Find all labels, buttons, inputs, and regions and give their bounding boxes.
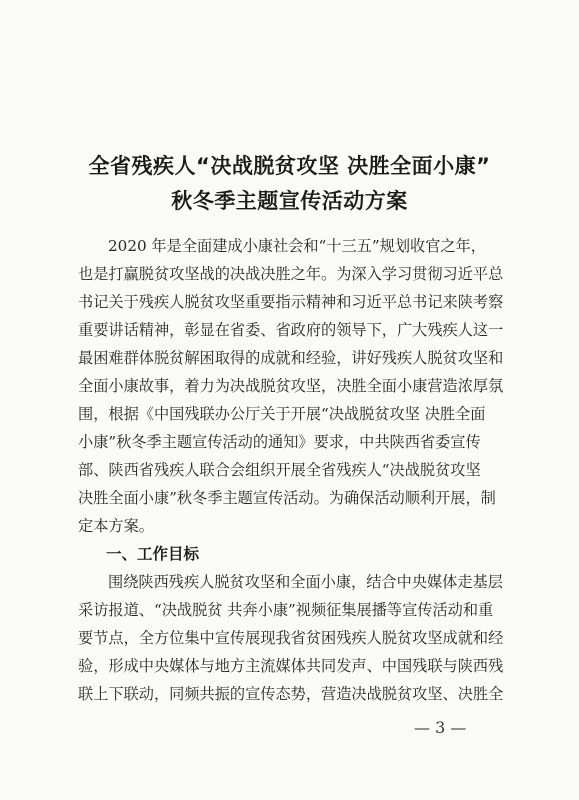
intro-line-3: 书记关于残疾人脱贫攻坚重要指示精神和习近平总书记来陕考察 xyxy=(78,293,504,311)
section-heading-work-goals: 一、工作目标 xyxy=(106,545,200,563)
intro-line-8: 小康”秋冬季主题宣传活动的通知》要求，中共陕西省委宣传 xyxy=(78,433,481,451)
intro-line-1: 2020 年是全面建成小康社会和“十三五”规划收官之年， xyxy=(108,237,486,255)
page-number: — 3 — xyxy=(414,718,467,737)
section-1-line-4: 验，形成中央媒体与地方主流媒体共同发声、中国残联与陕西残 xyxy=(78,657,504,675)
intro-line-4: 重要讲话精神，彰显在省委、省政府的领导下，广大残疾人这一 xyxy=(78,321,504,339)
section-1-line-2: 采访报道、“决战脱贫 共奔小康”视频征集展播等宣传活动和重 xyxy=(78,601,494,619)
document-title-line-1: 全省残疾人“决战脱贫攻坚 决胜全面小康” xyxy=(88,154,491,178)
intro-line-11: 定本方案。 xyxy=(78,517,154,535)
document-title-line-2: 秋冬季主题宣传活动方案 xyxy=(171,189,408,213)
intro-line-7: 围，根据《中国残联办公厅关于开展“决战脱贫攻坚 决胜全面 xyxy=(78,405,486,423)
intro-line-5: 最困难群体脱贫解困取得的成就和经验，讲好残疾人脱贫攻坚和 xyxy=(78,349,504,367)
intro-line-2: 也是打赢脱贫攻坚战的决战决胜之年。为深入学习贯彻习近平总 xyxy=(78,265,504,283)
intro-line-9: 部、陕西省残疾人联合会组织开展全省残疾人“决战脱贫攻坚 xyxy=(78,461,481,479)
section-1-line-1: 围绕陕西残疾人脱贫攻坚和全面小康，结合中央媒体走基层 xyxy=(108,573,503,591)
section-1-line-3: 要节点，全方位集中宣传展现我省贫困残疾人脱贫攻坚成就和经 xyxy=(78,629,504,647)
section-1-line-5: 联上下联动，同频共振的宣传态势，营造决战脱贫攻坚、决胜全 xyxy=(78,685,504,703)
intro-line-10: 决胜全面小康”秋冬季主题宣传活动。为确保活动顺利开展，制 xyxy=(78,489,496,507)
intro-line-6: 全面小康故事，着力为决战脱贫攻坚，决胜全面小康营造浓厚氛 xyxy=(78,377,504,395)
